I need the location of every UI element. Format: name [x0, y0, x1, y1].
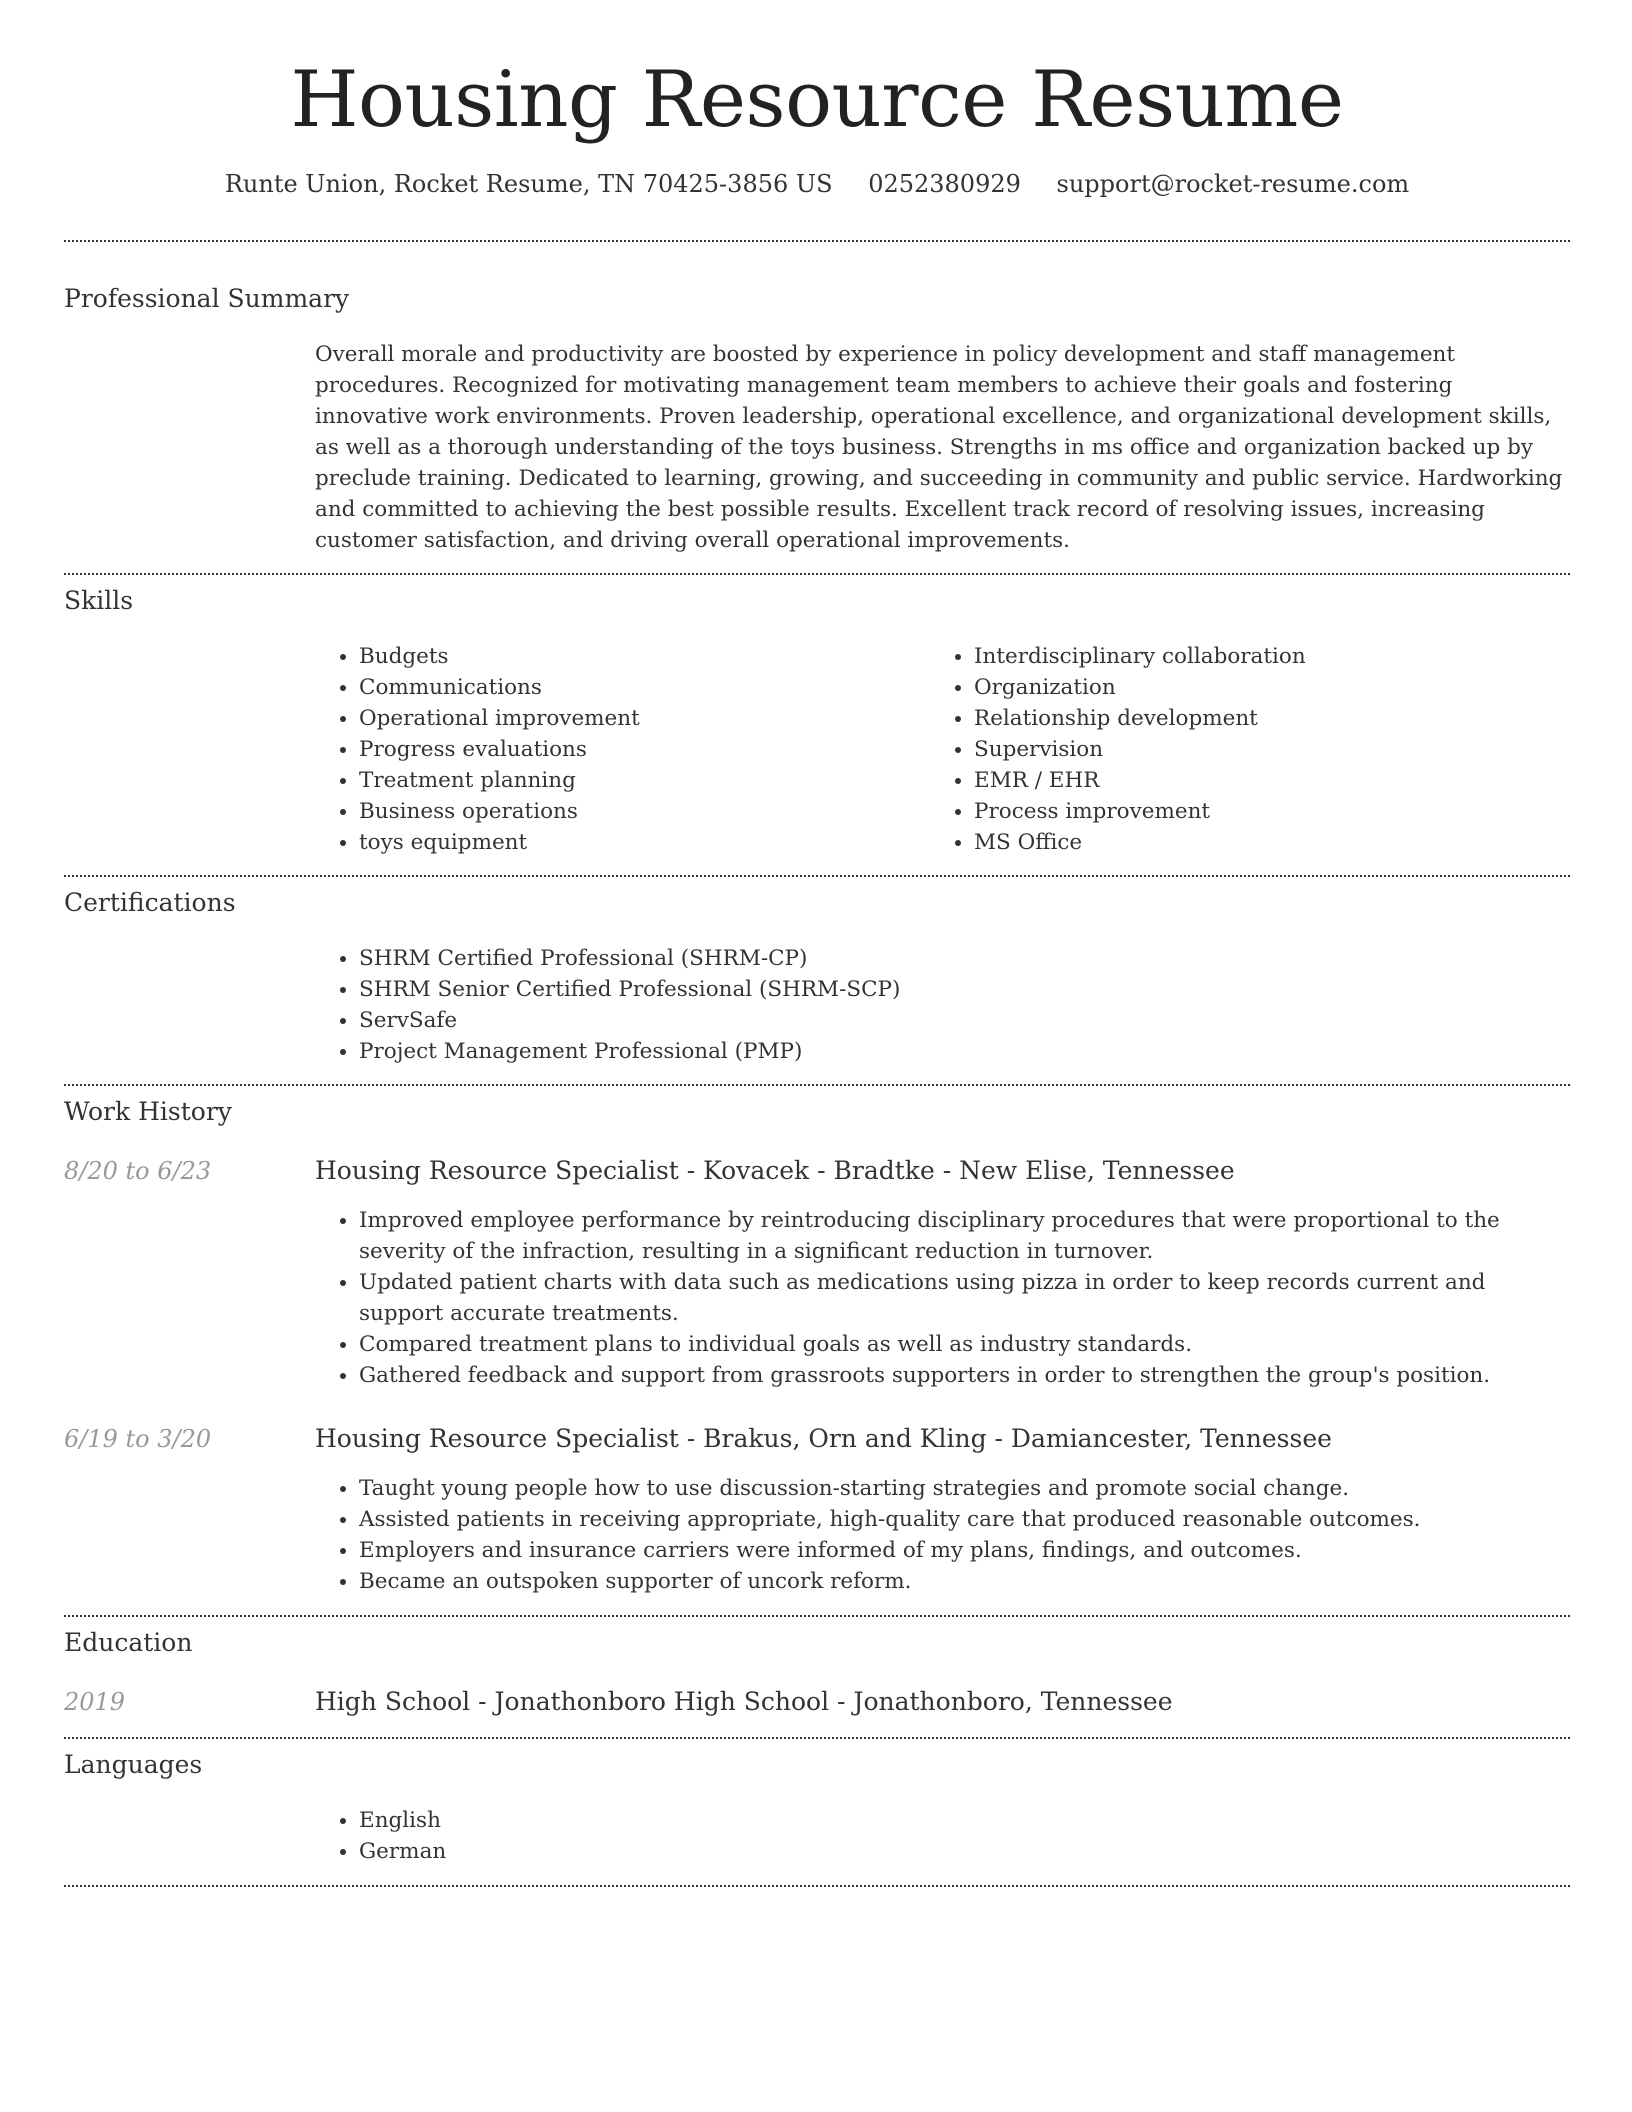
skill-item: • EMR / EHR: [974, 765, 1530, 796]
skill-item: • Supervision: [974, 734, 1530, 765]
skill-item: • Communications: [359, 672, 915, 703]
contact-phone: 0252380929: [868, 170, 1021, 198]
skill-item: • Progress evaluations: [359, 734, 915, 765]
job-bullet: • Taught young people how to use discussion-starting strategies and promote social change.: [359, 1473, 1570, 1504]
certifications-list: [315, 943, 1570, 1067]
certification-item: • ServSafe: [359, 1005, 1570, 1036]
job-bullets: [315, 1473, 1570, 1597]
section-heading-languages: Languages: [64, 1750, 203, 1779]
language-item: • German: [359, 1836, 915, 1867]
skill-item: • Interdisciplinary collaboration: [974, 641, 1530, 672]
contact-line: [64, 170, 1570, 198]
skill-item: • Budgets: [359, 641, 915, 672]
skill-item: • Organization: [974, 672, 1530, 703]
skills-list-left: [315, 641, 915, 858]
section-heading-skills: Skills: [64, 586, 134, 615]
skill-item: • MS Office: [974, 827, 1530, 858]
education-year: 2019: [64, 1688, 126, 1716]
divider: [64, 1737, 1570, 1739]
skill-item: • Operational improvement: [359, 703, 915, 734]
job-title: Housing Resource Specialist - Kovacek - Bradtke - New Elise, Tennessee: [315, 1156, 1235, 1185]
divider: [64, 875, 1570, 877]
skill-item: • Relationship development: [974, 703, 1530, 734]
skill-item: • toys equipment: [359, 827, 915, 858]
job-bullets: [315, 1205, 1570, 1391]
skill-item: • Business operations: [359, 796, 915, 827]
skills-column-right: [930, 641, 1530, 858]
contact-address: Runte Union, Rocket Resume, TN 70425-3856 US: [224, 170, 833, 198]
section-heading-summary: Professional Summary: [64, 284, 350, 313]
skills-column-left: [315, 641, 915, 858]
section-heading-certifications: Certifications: [64, 888, 236, 917]
language-item: • English: [359, 1805, 915, 1836]
summary-text: Overall morale and productivity are boosted by experience in policy development and staff management procedures. Recognized for motivating management team members to achieve their goals and fostering innovative work environments. Proven leadership, operational excellence, and organizational development skills, as well as a thorough understanding of the toys business. Strengths in ms office and organization backed up by preclude training. Dedicated to learning, growing, and succeeding in community and public service. Hardworking and committed to achieving the best possible results. Excellent track record of resolving issues, increasing customer satisfaction, and driving overall operational improvements.: [315, 342, 1563, 553]
certification-item: • Project Management Professional (PMP): [359, 1036, 1570, 1067]
job-title: Housing Resource Specialist - Brakus, Orn and Kling - Damiancester, Tennessee: [315, 1424, 1332, 1453]
job-bullet: • Gathered feedback and support from grassroots supporters in order to strengthen the group's position.: [359, 1360, 1570, 1391]
skills-list-right: [930, 641, 1530, 858]
job-details: [315, 1205, 1570, 1391]
section-heading-education: Education: [64, 1628, 193, 1657]
resume-title: Housing Resource Resume: [290, 55, 1344, 145]
job-bullet: • Became an outspoken supporter of uncork reform.: [359, 1566, 1570, 1597]
languages-list: [315, 1805, 915, 1867]
divider: [64, 1084, 1570, 1086]
languages-block: [315, 1805, 915, 1867]
skill-item: • Process improvement: [974, 796, 1530, 827]
job-dates: 8/20 to 6/23: [64, 1157, 212, 1185]
divider: [64, 1885, 1570, 1887]
divider: [64, 573, 1570, 575]
job-dates: 6/19 to 3/20: [64, 1425, 212, 1453]
skill-item: • Treatment planning: [359, 765, 915, 796]
job-bullet: • Assisted patients in receiving appropriate, high-quality care that produced reasonable outcomes.: [359, 1504, 1570, 1535]
divider: [64, 240, 1570, 242]
certification-item: • SHRM Certified Professional (SHRM-CP): [359, 943, 1570, 974]
section-heading-work-history: Work History: [64, 1097, 232, 1126]
education-entry: High School - Jonathonboro High School - Jonathonboro, Tennessee: [315, 1687, 1173, 1716]
contact-email: support@rocket-resume.com: [1056, 170, 1410, 198]
divider: [64, 1615, 1570, 1617]
certifications-block: [315, 943, 1570, 1067]
job-details: [315, 1473, 1570, 1597]
job-bullet: • Improved employee performance by reintroducing disciplinary procedures that were proportional to the severity of the infraction, resulting in a significant reduction in turnover.: [359, 1205, 1570, 1267]
job-bullet: • Compared treatment plans to individual goals as well as industry standards.: [359, 1329, 1570, 1360]
job-bullet: • Employers and insurance carriers were informed of my plans, findings, and outcomes.: [359, 1535, 1570, 1566]
job-bullet: • Updated patient charts with data such as medications using pizza in order to keep records current and support accurate treatments.: [359, 1267, 1570, 1329]
certification-item: • SHRM Senior Certified Professional (SHRM-SCP): [359, 974, 1570, 1005]
